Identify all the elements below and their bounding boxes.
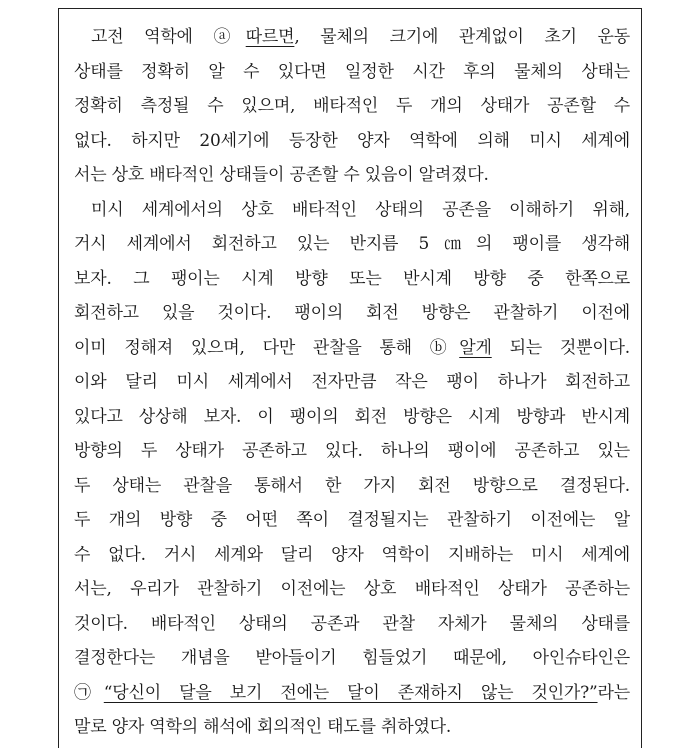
- text-line: [74, 676, 630, 711]
- text-line: 방향의 두 상태가 공존하고 있다. 하나의 팽이에 공존하고 있는: [74, 441, 630, 461]
- text-line: 이와 달리 미시 세계에서 전자만큼 작은 팽이 하나가 회전하고: [74, 372, 630, 392]
- text-fragment: 이미 정해져 있으며, 다만 관찰을 통해: [74, 337, 430, 358]
- passage-text: [74, 20, 630, 745]
- text-fragment: , 물체의 크기에 관계없이 초기 운동: [294, 27, 630, 47]
- text-fragment: 라는: [597, 682, 630, 703]
- text-fragment: 고전 역학에: [91, 27, 214, 47]
- marker-b: ⓑ: [429, 337, 460, 358]
- text-line: 회전하고 있을 것이다. 팽이의 회전 방향은 관찰하기 이전에: [74, 303, 630, 323]
- text-line: 것이다. 배타적인 상태의 공존과 관찰 자체가 물체의 상태를: [74, 613, 630, 634]
- underlined-quote: “당신이 달을 보기 전에는 달이 존재하지 않는 것인가?”: [103, 682, 598, 703]
- marker-a: ⓐ: [213, 27, 246, 47]
- marker-giyeok: ㉠: [74, 682, 104, 703]
- underlined-word-b: 알게: [459, 337, 492, 358]
- text-line: [74, 20, 630, 55]
- text-line: [74, 331, 630, 366]
- text-line: 있다고 상상해 보자. 이 팽이의 회전 방향은 시계 방향과 반시계: [74, 406, 630, 427]
- text-line: 없다. 하지만 20세기에 등장한 양자 역학에 의해 미시 세계에: [74, 130, 630, 151]
- text-line: 미시 세계에서의 상호 배타적인 상태의 공존을 이해하기 위해,: [91, 199, 630, 220]
- text-line: 두 상태는 관찰을 통해서 한 가지 회전 방향으로 결정된다.: [74, 475, 630, 496]
- text-line: 정확히 측정될 수 있으며, 배타적인 두 개의 상태가 공존할 수: [74, 96, 630, 116]
- text-line: 보자. 그 팽이는 시계 방향 또는 반시계 방향 중 한쪽으로: [74, 268, 630, 289]
- text-line: 말로 양자 역학의 해석에 회의적인 태도를 취하였다.: [74, 717, 452, 737]
- underlined-word-a: 따르면: [245, 27, 295, 47]
- text-line: 수 없다. 거시 세계와 달리 양자 역학이 지배하는 미시 세계에: [74, 544, 630, 565]
- text-fragment: 되는 것뿐이다.: [491, 337, 630, 358]
- text-line: 두 개의 방향 중 어떤 쪽이 결정될지는 관찰하기 이전에는 알: [74, 510, 630, 530]
- text-line: 거시 세계에서 회전하고 있는 반지름 5㎝의 팽이를 생각해: [74, 234, 630, 254]
- text-line: 상태를 정확히 알 수 있다면 일정한 시간 후의 물체의 상태는: [74, 61, 630, 82]
- text-line: 서는, 우리가 관찰하기 이전에는 상호 배타적인 상태가 공존하는: [74, 579, 630, 599]
- text-line: 결정한다는 개념을 받아들이기 힘들었기 때문에, 아인슈타인은: [74, 648, 630, 668]
- text-line: 서는 상호 배타적인 상태들이 공존할 수 있음이 알려졌다.: [74, 165, 489, 185]
